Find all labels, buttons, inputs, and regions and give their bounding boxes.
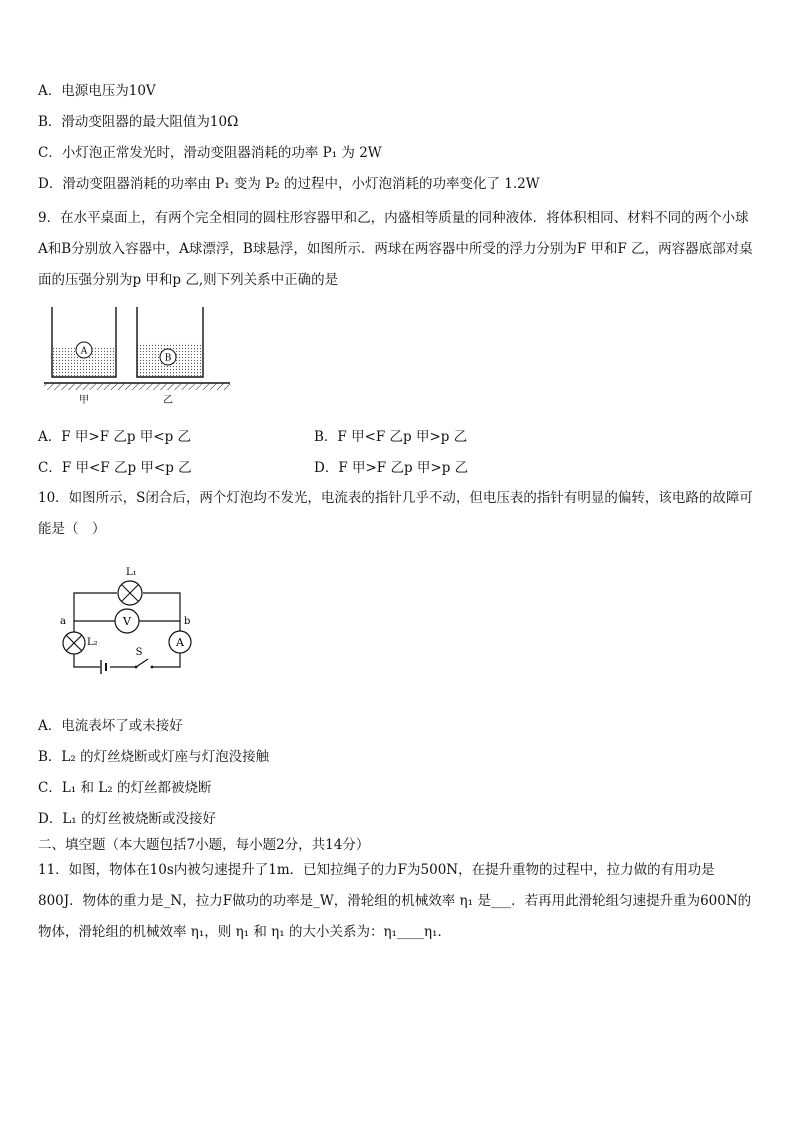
voltmeter-label: V [123, 615, 131, 628]
q9-option-c: C．F 甲<F 乙p 甲<p 乙 [38, 460, 192, 476]
ball-a-label: A [80, 346, 88, 357]
q8-option-d: D．滑动变阻器消耗的功率由 P₁ 变为 P₂ 的过程中，小灯泡消耗的功率变化了 1.2W [38, 176, 540, 192]
switch-contact [151, 666, 154, 669]
q9-stem: 9．在水平桌面上，有两个完全相同的圆柱形容器甲和乙，内盛相等质量的同种液体．将体积相同、材料不同的两个小球A和B分别放入容器中，A球漂浮，B球悬浮，如图所示．两球在两容器中所受的浮力分别为F 甲和F 乙，两容器底部对桌面的压强分别为p 甲和p 乙,则下列关系中正确的是 [38, 210, 753, 288]
ammeter-label: A [176, 636, 184, 649]
q8-option-b: B．滑动变阻器的最大阻值为10Ω [38, 114, 239, 130]
q10-option-d: D．L₁ 的灯丝被烧断或没接好 [38, 811, 216, 827]
q9-option-d: D．F 甲>F 乙p 甲>p 乙 [314, 460, 469, 476]
switch-contact [135, 666, 138, 669]
q9-option-b: B．F 甲<F 乙p 甲>p 乙 [314, 429, 468, 445]
lamp-l2-label: L₂ [87, 637, 98, 648]
node-b-label: b [184, 616, 191, 627]
label-yi: 乙 [163, 395, 173, 405]
switch-label: S [135, 647, 143, 658]
q9-figure [40, 305, 240, 405]
q8-option-a: A．电源电压为10V [38, 83, 156, 99]
q10-option-a: A．电流表坏了或未接好 [38, 718, 183, 734]
lamp-l1-label: L₁ [126, 567, 137, 578]
ball-b-label: B [164, 353, 172, 364]
q10-option-c: C．L₁ 和 L₂ 的灯丝都被烧断 [38, 780, 212, 796]
node-a-label: a [60, 616, 66, 627]
q11-stem: 11．如图，物体在10s内被匀速提升了1m．已知拉绳子的力F为500N，在提升重物的过程中，拉力做的有用功是800J．物体的重力是_N，拉力F做功的功率是_W，滑轮组的机械效率 η₁ 是___．若再用此滑轮组匀速提升重为600N的物体，滑轮组的机械效率 η₁，则 η₁ 和 η₁ 的大小关系为：η₁____η₁． [38, 862, 752, 940]
q8-option-c: C．小灯泡正常发光时，滑动变阻器消耗的功率 P₁ 为 2W [38, 145, 382, 161]
circuit-diagram [54, 560, 204, 675]
label-jia: 甲 [79, 395, 89, 405]
table-hatching [44, 383, 230, 390]
q9-option-a: A．F 甲>F 乙p 甲<p 乙 [38, 429, 192, 445]
section-heading: 二、填空题（本大题包括7小题，每小题2分，共14分） [38, 837, 370, 853]
q10-stem: 10．如图所示，S闭合后，两个灯泡均不发光，电流表的指针几乎不动，但电压表的指针有明显的偏转，该电路的故障可能是（ ） [38, 490, 753, 537]
q10-option-b: B．L₂ 的灯丝烧断或灯座与灯泡没接触 [38, 749, 270, 765]
